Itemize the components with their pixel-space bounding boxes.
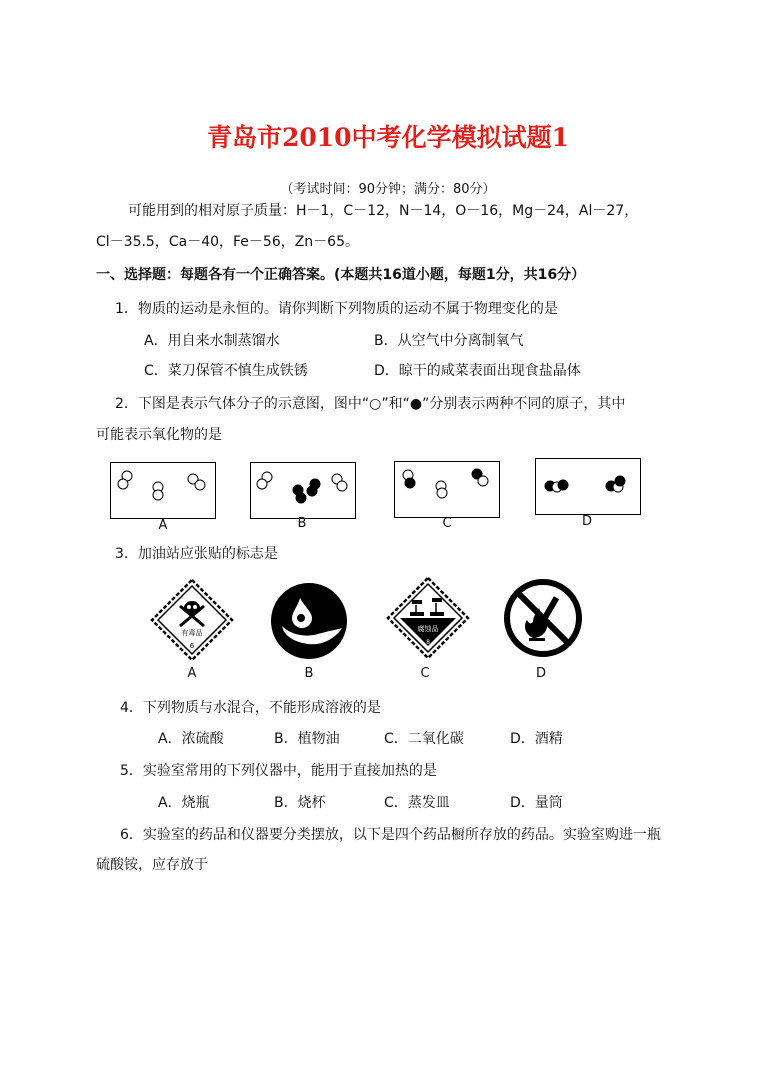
toxic-sign [150,578,234,662]
molecule-box-a [110,462,216,519]
atomic-mass-line1: 可能用到的相对原子质量：H－1，C－12，N－14，O－16，Mg－24，Al－27， [128,203,639,219]
sign-label-b: B [304,666,314,681]
molecule-diagram-c [395,462,499,517]
molecule-diagram-a [111,463,215,518]
toxic-sign-class: 6 [189,642,195,650]
q4-option-d: D．酒精 [510,731,563,747]
sign-label-a: A [187,666,197,681]
no-fire-sign [503,578,583,658]
molecule-label-c: C [442,516,452,531]
molecule-label-b: B [297,516,307,531]
molecule-label-d: D [581,514,592,529]
molecule-diagram-d [536,459,640,514]
q5-option-d: D．量筒 [510,795,563,811]
molecule-box-d [535,458,641,515]
question-1-stem: 1．物质的运动是永恒的。请你判断下列物质的运动不属于物理变化的是 [115,301,558,317]
q1-option-a: A．用自来水制蒸馏水 [144,333,280,349]
molecule-label-a: A [158,518,168,533]
question-2-stem: 2．下图是表示气体分子的示意图，图中“○”和“●”分别表示两种不同的原子，其中 [115,396,626,412]
corrosive-sign-class: 8 [426,639,430,646]
q5-option-b: B．烧杯 [274,795,326,811]
atomic-mass-line2: Cl－35.5，Ca－40，Fe－56，Zn－65。 [96,234,359,250]
q4-option-b: B．植物油 [274,731,340,747]
page-title: 青岛市2010中考化学模拟试题1 [207,123,569,152]
water-reactive-sign [270,582,348,660]
q5-option-c: C．蒸发皿 [384,795,450,811]
q4-option-a: A．浓硫酸 [158,731,224,747]
molecule-box-b [250,462,356,519]
section-heading: 一、选择题：每题各有一个正确答案。(本题共16道小题，每题1分，共16分） [96,267,586,283]
exam-info: （考试时间：90分钟；满分：80分） [280,182,496,197]
toxic-sign-text: 有毒品 [181,629,203,637]
question-2-stem-cont: 可能表示氧化物的是 [96,427,222,443]
question-5-stem: 5．实验室常用的下列仪器中，能用于直接加热的是 [120,763,437,779]
question-4-stem: 4．下列物质与水混合，不能形成溶液的是 [120,700,381,716]
q1-option-b: B．从空气中分离制氧气 [374,333,524,349]
question-6-stem: 6．实验室的药品和仪器要分类摆放，以下是四个药品橱所存放的药品。实验室购进一瓶 [120,827,661,843]
corrosive-sign-text: 腐蚀品 [417,625,439,633]
sign-label-c: C [420,666,430,681]
molecule-diagram-b [251,463,355,518]
q1-option-c: C．菜刀保管不慎生成铁锈 [144,363,308,379]
question-3-stem: 3．加油站应张贴的标志是 [115,546,278,562]
molecule-box-c [394,461,500,518]
question-6-stem-cont: 硫酸铵，应存放于 [96,857,208,873]
q4-option-c: C．二氧化碳 [384,731,464,747]
q5-option-a: A．烧瓶 [158,795,210,811]
corrosive-sign [386,576,470,660]
sign-label-d: D [535,666,546,681]
q1-option-d: D．晾干的咸菜表面出现食盐晶体 [374,363,581,379]
